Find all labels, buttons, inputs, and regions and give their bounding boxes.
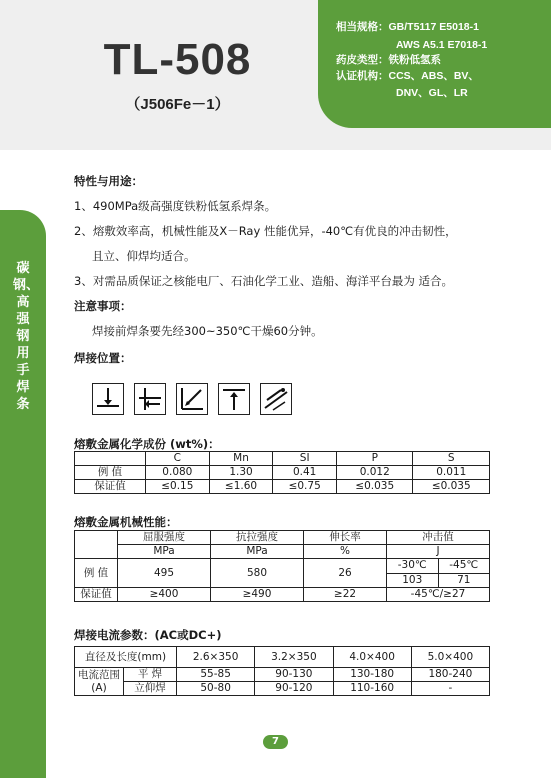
overhead-position-icon bbox=[260, 383, 292, 415]
feature-item-3: 3、对需品质保证之核能电厂、石油化学工业、造船、海洋平台最为 适合。 bbox=[74, 274, 453, 288]
mech-corner bbox=[75, 531, 118, 559]
mech-cell: ≥490 bbox=[211, 588, 304, 602]
mech-cell: 495 bbox=[118, 559, 211, 588]
impact-temp: -45℃ bbox=[438, 559, 490, 574]
flat-label: 平 焊 bbox=[124, 668, 177, 682]
chem-col: C bbox=[146, 452, 210, 466]
size-cell: 4.0×400 bbox=[333, 647, 411, 668]
table-row bbox=[75, 559, 490, 574]
mech-row-label: 保证值 bbox=[75, 588, 118, 602]
mech-cell: 580 bbox=[211, 559, 304, 588]
range-label-2: (A) bbox=[91, 681, 107, 694]
coating-value: 铁粉低氢系 bbox=[388, 54, 441, 66]
table-row bbox=[75, 466, 490, 480]
current-heading: 焊接电流参数：(AC或DC+) bbox=[74, 628, 222, 642]
mech-cell: 26 bbox=[304, 559, 387, 588]
mech-col-tensile: 抗拉强度 bbox=[211, 531, 304, 545]
size-cell: 3.2×350 bbox=[255, 647, 333, 668]
cert-value-2: DNV、GL、LR bbox=[396, 87, 468, 99]
mech-unit: MPa bbox=[211, 545, 304, 559]
cert-value-1: CCS、ABS、BV、 bbox=[388, 70, 479, 82]
impact-value: 71 bbox=[438, 573, 490, 588]
impact-temp: -30℃ bbox=[387, 559, 439, 574]
chem-cell: 0.080 bbox=[146, 466, 210, 480]
size-cell: 2.6×350 bbox=[177, 647, 255, 668]
mech-heading: 熔敷金属机械性能： bbox=[74, 515, 178, 529]
mech-col-elong: 伸长率 bbox=[304, 531, 387, 545]
current-cell: 90-130 bbox=[255, 668, 333, 682]
table-row bbox=[75, 545, 490, 559]
chem-cell: ≤0.75 bbox=[273, 480, 337, 494]
current-cell: 180-240 bbox=[411, 668, 489, 682]
mech-unit: MPa bbox=[118, 545, 211, 559]
chem-col: P bbox=[337, 452, 413, 466]
vert-label: 立仰焊 bbox=[124, 682, 177, 696]
chem-corner bbox=[75, 452, 146, 466]
chem-row-label: 例 值 bbox=[75, 466, 146, 480]
current-cell: - bbox=[411, 682, 489, 696]
chem-table bbox=[74, 451, 490, 494]
mech-cell: -45℃/≥27 bbox=[387, 588, 490, 602]
standard-label: 相当规格： bbox=[336, 21, 389, 33]
table-row bbox=[75, 452, 490, 466]
current-cell: 110-160 bbox=[333, 682, 411, 696]
feature-item-2b: 且立、仰焊均适合。 bbox=[92, 249, 196, 263]
features-heading: 特性与用途： bbox=[74, 174, 143, 188]
size-cell: 5.0×400 bbox=[411, 647, 489, 668]
chem-cell: 1.30 bbox=[209, 466, 273, 480]
mech-col-yield: 屈服强度 bbox=[118, 531, 211, 545]
notes-text: 焊接前焊条要先经300~350℃干燥60分钟。 bbox=[92, 324, 323, 338]
product-subtitle: （J506Fe－1） bbox=[125, 96, 230, 113]
vertical-position-icon bbox=[218, 383, 250, 415]
product-title: TL-508 bbox=[103, 35, 252, 84]
table-row bbox=[75, 647, 490, 668]
mech-cell: ≥22 bbox=[304, 588, 387, 602]
spec-panel bbox=[318, 0, 551, 128]
table-row bbox=[75, 682, 490, 696]
cert-label: 认证机构： bbox=[336, 70, 389, 82]
positions-heading: 焊接位置： bbox=[74, 351, 132, 365]
range-label-1: 电流范围 bbox=[78, 668, 120, 681]
mech-unit: J bbox=[387, 545, 490, 559]
mech-unit: % bbox=[304, 545, 387, 559]
fillet-position-icon bbox=[176, 383, 208, 415]
chem-cell: ≤0.15 bbox=[146, 480, 210, 494]
standard-value-2: AWS A5.1 E7018-1 bbox=[396, 39, 488, 51]
cert-line-2 bbox=[396, 86, 468, 100]
flat-position-icon bbox=[92, 383, 124, 415]
standard-value-1: GB/T5117 E5018-1 bbox=[388, 21, 479, 33]
mech-table bbox=[74, 530, 490, 602]
standard-line bbox=[336, 20, 479, 34]
chem-col: Mn bbox=[209, 452, 273, 466]
current-cell: 55-85 bbox=[177, 668, 255, 682]
chem-heading: 熔敷金属化学成份 (wt%)： bbox=[74, 437, 220, 451]
chem-cell: ≤0.035 bbox=[413, 480, 490, 494]
coating-line bbox=[336, 53, 441, 67]
horizontal-position-icon bbox=[134, 383, 166, 415]
chem-cell: 0.011 bbox=[413, 466, 490, 480]
impact-value: 103 bbox=[387, 573, 439, 588]
mech-row-label: 例 值 bbox=[75, 559, 118, 588]
current-cell: 90-120 bbox=[255, 682, 333, 696]
table-row bbox=[75, 531, 490, 545]
chem-cell: ≤0.035 bbox=[337, 480, 413, 494]
table-row bbox=[75, 668, 490, 682]
table-row bbox=[75, 588, 490, 602]
feature-item-2a: 2、熔敷效率高，机械性能及X－Ray 性能优异，-40℃有优良的冲击韧性， bbox=[74, 224, 457, 238]
chem-cell: ≤1.60 bbox=[209, 480, 273, 494]
notes-heading: 注意事项： bbox=[74, 299, 132, 313]
chem-cell: 0.012 bbox=[337, 466, 413, 480]
chem-col: SI bbox=[273, 452, 337, 466]
table-row bbox=[75, 480, 490, 494]
cert-line bbox=[336, 69, 479, 83]
current-table bbox=[74, 646, 490, 696]
mech-cell: ≥400 bbox=[118, 588, 211, 602]
range-label bbox=[75, 668, 124, 696]
feature-item-1: 1、490MPa级高强度铁粉低氢系焊条。 bbox=[74, 199, 277, 213]
mech-col-impact: 冲击值 bbox=[387, 531, 490, 545]
sidebar-label: 碳钢、高强钢用手焊条 bbox=[13, 261, 40, 412]
coating-label: 药皮类型： bbox=[336, 54, 389, 66]
current-cell: 50-80 bbox=[177, 682, 255, 696]
chem-col: S bbox=[413, 452, 490, 466]
chem-cell: 0.41 bbox=[273, 466, 337, 480]
size-label: 直径及长度(mm) bbox=[75, 647, 177, 668]
current-cell: 130-180 bbox=[333, 668, 411, 682]
chem-row-label: 保证值 bbox=[75, 480, 146, 494]
page-number: 7 bbox=[263, 735, 288, 749]
standard-line-2 bbox=[396, 38, 487, 52]
